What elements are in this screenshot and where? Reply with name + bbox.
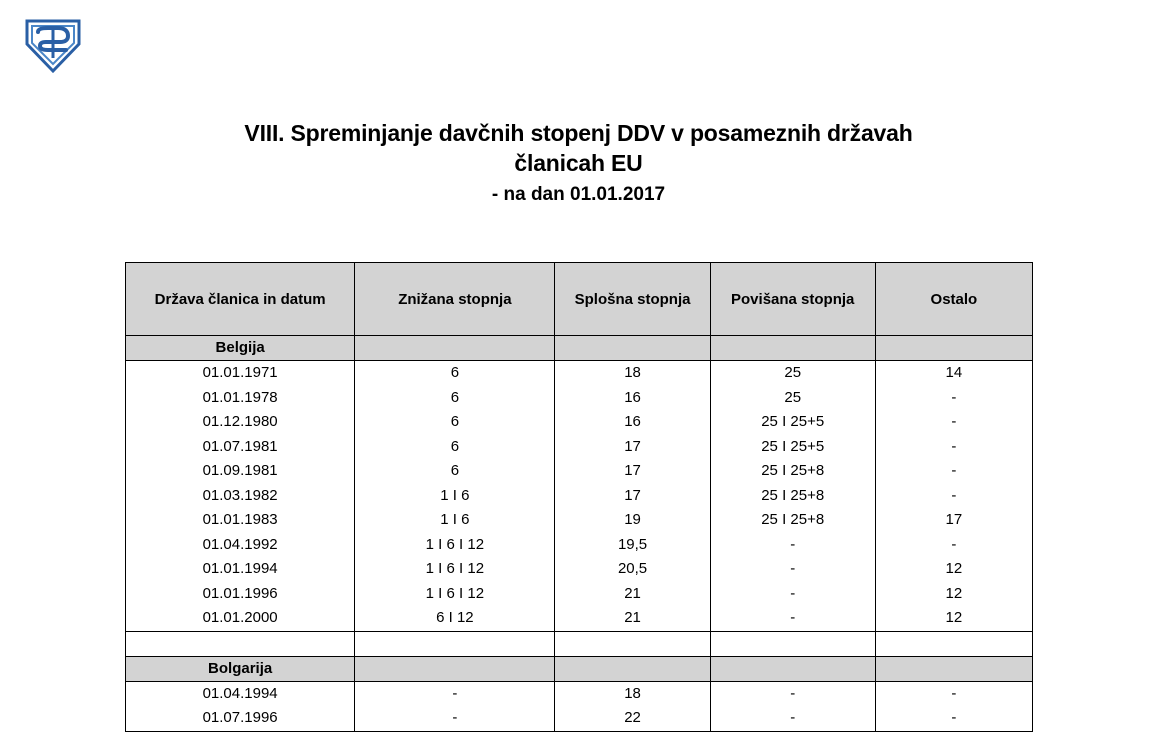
reduced-rate-cell: 6 [355,361,555,386]
reduced-rate-cell: 6 [355,386,555,411]
date-cell: 01.12.1980 [126,410,355,435]
standard-rate-cell: 18 [555,361,710,386]
standard-rate-cell: 19,5 [555,533,710,558]
other-cell: - [875,386,1032,411]
table-row [126,361,1033,386]
country-group-blank-cell [710,656,875,681]
country-group-row [126,336,1033,361]
reduced-rate-cell: 1 I 6 I 12 [355,533,555,558]
standard-rate-cell: 19 [555,508,710,533]
other-cell: - [875,435,1032,460]
reduced-rate-cell: 6 [355,435,555,460]
country-group-blank-cell [710,336,875,361]
slide-title-block [0,118,1157,208]
standard-rate-cell: 22 [555,706,710,731]
other-cell: - [875,410,1032,435]
standard-rate-cell: 17 [555,484,710,509]
table-row [126,606,1033,631]
country-group-blank-cell [555,336,710,361]
spacer-cell [355,631,555,656]
table-body [126,336,1033,732]
column-header-country-date: Država članica in datum [126,263,355,336]
country-group-blank-cell [355,656,555,681]
date-cell: 01.04.1992 [126,533,355,558]
country-group-blank-cell [875,336,1032,361]
table-row [126,508,1033,533]
table-row [126,484,1033,509]
page-title-line2: članicah EU [514,150,643,176]
date-cell: 01.01.1971 [126,361,355,386]
reduced-rate-cell: 6 [355,410,555,435]
table-header-row [126,263,1033,336]
country-name-cell: Bolgarija [126,656,355,681]
reduced-rate-cell: - [355,706,555,731]
page-subtitle: - na dan 01.01.2017 [491,184,666,205]
reduced-rate-cell: 6 [355,459,555,484]
spacer-cell [875,631,1032,656]
reduced-rate-cell: 6 I 12 [355,606,555,631]
date-cell: 01.01.1983 [126,508,355,533]
standard-rate-cell: 20,5 [555,557,710,582]
table-row [126,557,1033,582]
column-header-increased-rate: Povišana stopnja [710,263,875,336]
reduced-rate-cell: 1 I 6 [355,508,555,533]
date-cell: 01.03.1982 [126,484,355,509]
table-row [126,706,1033,731]
increased-rate-cell: - [710,706,875,731]
other-cell: 17 [875,508,1032,533]
increased-rate-cell: - [710,533,875,558]
increased-rate-cell: 25 I 25+5 [710,410,875,435]
increased-rate-cell: - [710,681,875,706]
date-cell: 01.01.1978 [126,386,355,411]
spacer-cell [555,631,710,656]
country-group-blank-cell [555,656,710,681]
reduced-rate-cell: 1 I 6 I 12 [355,557,555,582]
standard-rate-cell: 16 [555,410,710,435]
column-header-other: Ostalo [875,263,1032,336]
date-cell: 01.09.1981 [126,459,355,484]
other-cell: - [875,706,1032,731]
increased-rate-cell: - [710,557,875,582]
standard-rate-cell: 17 [555,459,710,484]
table-row [126,410,1033,435]
date-cell: 01.01.2000 [126,606,355,631]
page-title-line1: VIII. Spreminjanje davčnih stopenj DDV v posameznih državah [244,120,913,146]
vat-rates-table-wrapper [125,262,1033,732]
sd-logo [22,16,84,74]
reduced-rate-cell: 1 I 6 I 12 [355,582,555,607]
group-spacer-row [126,631,1033,656]
country-group-blank-cell [875,656,1032,681]
table-row [126,435,1033,460]
country-name-cell: Belgija [126,336,355,361]
country-group-row [126,656,1033,681]
increased-rate-cell: 25 I 25+8 [710,459,875,484]
date-cell: 01.01.1994 [126,557,355,582]
table-row [126,582,1033,607]
increased-rate-cell: 25 I 25+8 [710,484,875,509]
spacer-cell [710,631,875,656]
other-cell: 12 [875,582,1032,607]
logo-shield-icon [27,21,79,71]
table-row [126,459,1033,484]
other-cell: - [875,484,1032,509]
increased-rate-cell: 25 I 25+8 [710,508,875,533]
table-row [126,681,1033,706]
country-group-blank-cell [355,336,555,361]
date-cell: 01.01.1996 [126,582,355,607]
increased-rate-cell: 25 [710,361,875,386]
standard-rate-cell: 18 [555,681,710,706]
table-row [126,386,1033,411]
other-cell: - [875,459,1032,484]
other-cell: - [875,681,1032,706]
reduced-rate-cell: 1 I 6 [355,484,555,509]
other-cell: - [875,533,1032,558]
other-cell: 12 [875,606,1032,631]
increased-rate-cell: 25 [710,386,875,411]
standard-rate-cell: 16 [555,386,710,411]
reduced-rate-cell: - [355,681,555,706]
standard-rate-cell: 21 [555,582,710,607]
column-header-standard-rate: Splošna stopnja [555,263,710,336]
increased-rate-cell: 25 I 25+5 [710,435,875,460]
date-cell: 01.07.1981 [126,435,355,460]
column-header-reduced-rate: Znižana stopnja [355,263,555,336]
table-header [126,263,1033,336]
other-cell: 12 [875,557,1032,582]
table-row [126,533,1033,558]
vat-rates-table [125,262,1033,732]
standard-rate-cell: 17 [555,435,710,460]
increased-rate-cell: - [710,582,875,607]
increased-rate-cell: - [710,606,875,631]
other-cell: 14 [875,361,1032,386]
date-cell: 01.04.1994 [126,681,355,706]
standard-rate-cell: 21 [555,606,710,631]
date-cell: 01.07.1996 [126,706,355,731]
spacer-cell [126,631,355,656]
